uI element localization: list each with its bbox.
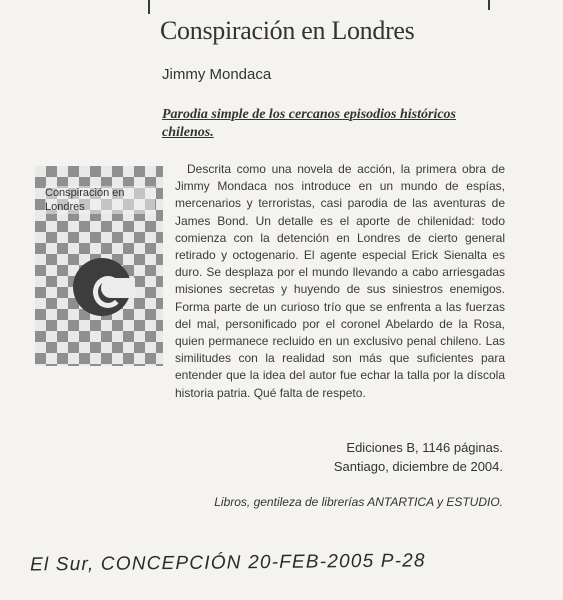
- cover-title: Conspiración en Londres: [45, 186, 155, 214]
- article-subtitle: Parodia simple de los cercanos episodios históricos chilenos.: [162, 107, 456, 140]
- publication-place-date: Santiago, diciembre de 2004.: [333, 459, 503, 474]
- handwritten-source-text: El Sur, CONCEPCIÓN 20-FEB-2005 P-28: [30, 550, 426, 576]
- article-author: Jimmy Mondaca: [162, 66, 272, 83]
- review-body: Descrita como una novela de acción, la primera obra de Jimmy Mondaca nos introduce en un mundo de espías, mercenarios y terroristas, casi parodia de las aventuras de James Bond. Un detalle es el aporte de chilenidad: todo comienza con la detención en Londres de cierto general retirado y octogenario. El agente especial Erick Sienalta es duro. Se desplaza por el mundo llevando a cabo arriesgadas misiones secretas y huyendo de sus siniestros enemigos. Forma parte de un curioso trío que se enfrenta a las fuerzas del mal, personificado por el coronel Abelardo de la Rosa, quien permanece recluido en un exclusivo penal chileno. Las similitudes con la realidad son más que suficientes para entender que la idea del autor fue echar la talla por la díscola historia patria. Qué falta de respeto.: [175, 162, 505, 400]
- book-cover-image: [35, 166, 163, 366]
- column-rule-left: [148, 0, 150, 14]
- article-title: Conspiración en Londres: [160, 16, 415, 45]
- handwritten-source-note: [30, 544, 510, 578]
- book-credit: Libros, gentileza de librerías ANTARTICA y ESTUDIO.: [214, 495, 503, 509]
- publisher-info: Ediciones B, 1146 páginas.: [346, 440, 503, 455]
- column-rule-right: [488, 0, 490, 10]
- publisher-logo-icon: [73, 258, 131, 316]
